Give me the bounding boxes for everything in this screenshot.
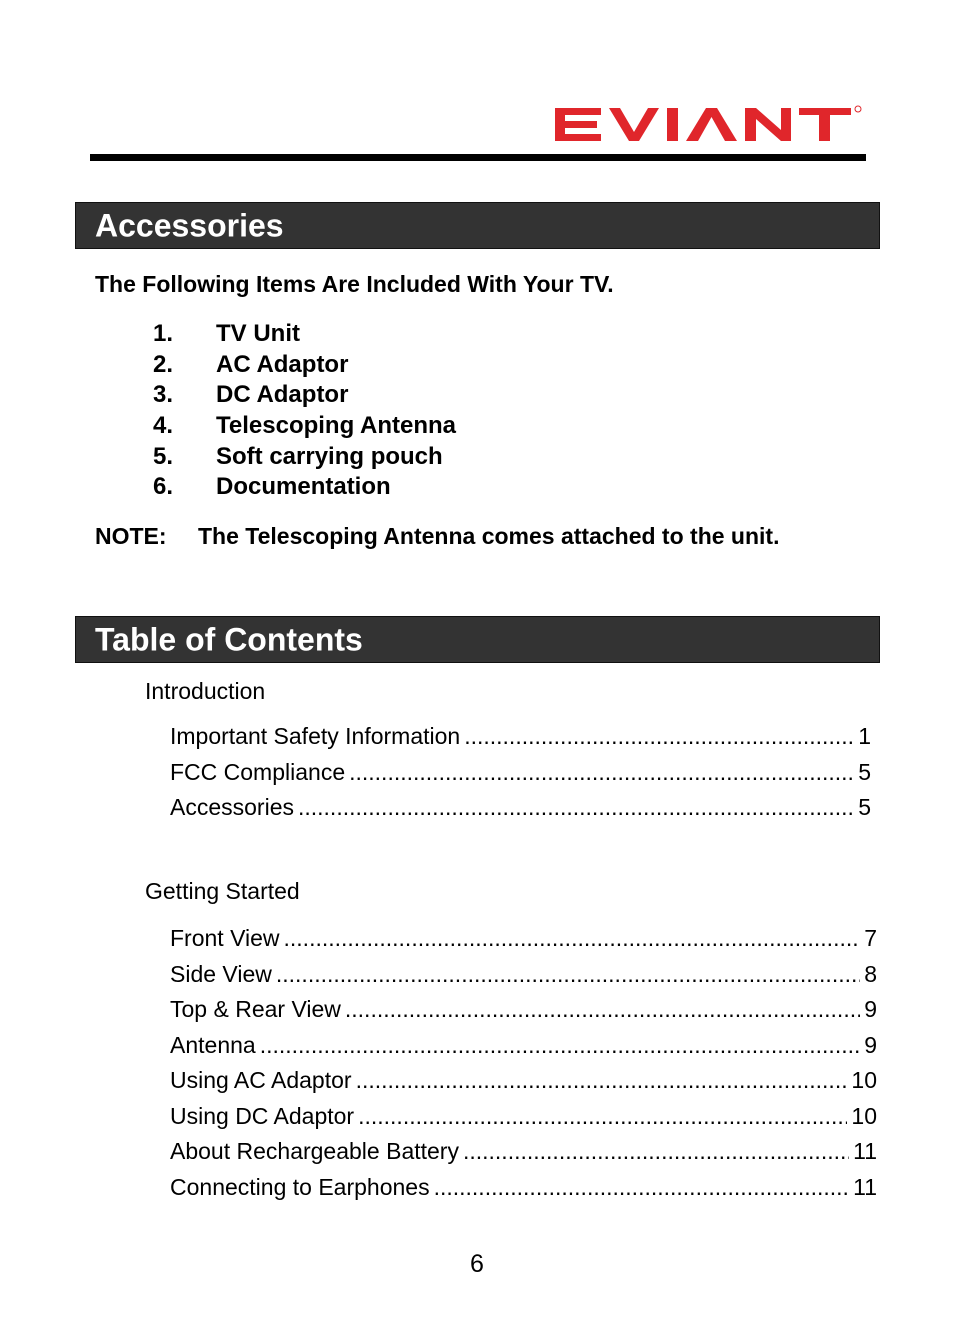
dot-leader — [345, 996, 860, 1023]
list-item-number: 6. — [153, 473, 174, 501]
accessories-section-header — [75, 202, 880, 249]
list-item — [153, 411, 456, 442]
toc-entry-page: 11 — [853, 1138, 877, 1165]
toc-entry-title: Using AC Adaptor — [170, 1067, 352, 1094]
toc-entry[interactable] — [170, 992, 877, 1028]
toc-entry[interactable] — [170, 1099, 877, 1135]
toc-entry[interactable] — [170, 1028, 877, 1064]
toc-entry-title: Important Safety Information — [170, 723, 461, 750]
dot-leader — [276, 961, 860, 988]
toc-entry-page: 5 — [858, 794, 871, 821]
dot-leader — [434, 1174, 850, 1201]
toc-entry[interactable] — [170, 1063, 877, 1099]
toc-entry-title: Accessories — [170, 794, 294, 821]
dot-leader — [260, 1032, 861, 1059]
list-item-label: AC Adaptor — [216, 350, 349, 378]
toc-entry-page: 7 — [864, 925, 877, 952]
toc-entry[interactable] — [170, 1134, 877, 1170]
accessories-list — [153, 319, 456, 503]
toc-entry-page: 5 — [858, 758, 871, 785]
toc-entry[interactable] — [170, 755, 871, 791]
dot-leader — [349, 759, 854, 786]
toc-group-title: Introduction — [145, 678, 266, 704]
toc-entry-title: Top & Rear View — [170, 996, 341, 1023]
list-item-number: 4. — [153, 412, 174, 440]
toc-entry[interactable] — [170, 921, 877, 957]
list-item-number: 5. — [153, 442, 174, 470]
toc-entry-title: Front View — [170, 925, 280, 952]
list-item-label: TV Unit — [216, 320, 300, 348]
eviant-logo — [553, 104, 865, 144]
page-number: 6 — [470, 1250, 484, 1278]
toc-entry-page: 9 — [864, 996, 877, 1023]
toc-entry-page: 10 — [851, 1067, 877, 1094]
list-item — [153, 380, 456, 411]
list-item-label: Documentation — [216, 473, 391, 501]
list-item — [153, 441, 456, 472]
list-item-label: DC Adaptor — [216, 381, 349, 409]
toc-entry[interactable] — [170, 957, 877, 993]
toc-entry-page: 10 — [851, 1102, 877, 1129]
header-rule — [90, 154, 866, 161]
dot-leader — [356, 1067, 848, 1094]
list-item — [153, 472, 456, 503]
toc-entry-page: 11 — [853, 1173, 877, 1200]
list-item-number: 1. — [153, 320, 174, 348]
toc-entry-title: Using DC Adaptor — [170, 1102, 355, 1129]
dot-leader — [284, 925, 861, 952]
dot-leader — [358, 1103, 847, 1130]
toc-entry-page: 8 — [864, 960, 877, 987]
toc-section-header — [75, 616, 880, 663]
accessories-heading: Accessories — [95, 207, 284, 243]
toc-list — [170, 921, 877, 1205]
list-item — [153, 319, 456, 350]
toc-entry[interactable] — [170, 719, 871, 755]
toc-entry-title: FCC Compliance — [170, 758, 346, 785]
toc-entry-title: Connecting to Earphones — [170, 1173, 430, 1200]
dot-leader — [463, 1138, 849, 1165]
toc-entry-page: 1 — [858, 723, 871, 750]
list-item-label: Telescoping Antenna — [216, 412, 457, 440]
accessories-intro: The Following Items Are Included With Your TV. — [95, 271, 614, 297]
toc-list — [170, 719, 871, 826]
toc-entry-page: 9 — [864, 1031, 877, 1058]
dot-leader — [298, 794, 854, 821]
dot-leader — [464, 723, 854, 750]
list-item-label: Soft carrying pouch — [216, 442, 443, 470]
toc-entry-title: Side View — [170, 960, 272, 987]
toc-group-title: Getting Started — [145, 878, 300, 904]
note — [95, 523, 779, 550]
toc-entry-title: Antenna — [170, 1031, 256, 1058]
note-text: The Telescoping Antenna comes attached to the unit. — [198, 523, 780, 549]
toc-entry-title: About Rechargeable Battery — [170, 1138, 459, 1165]
toc-entry[interactable] — [170, 790, 871, 826]
toc-entry[interactable] — [170, 1170, 877, 1206]
toc-heading: Table of Contents — [95, 621, 363, 657]
note-label: NOTE: — [95, 523, 167, 549]
list-item-number: 3. — [153, 381, 174, 409]
list-item — [153, 350, 456, 381]
list-item-number: 2. — [153, 350, 174, 378]
